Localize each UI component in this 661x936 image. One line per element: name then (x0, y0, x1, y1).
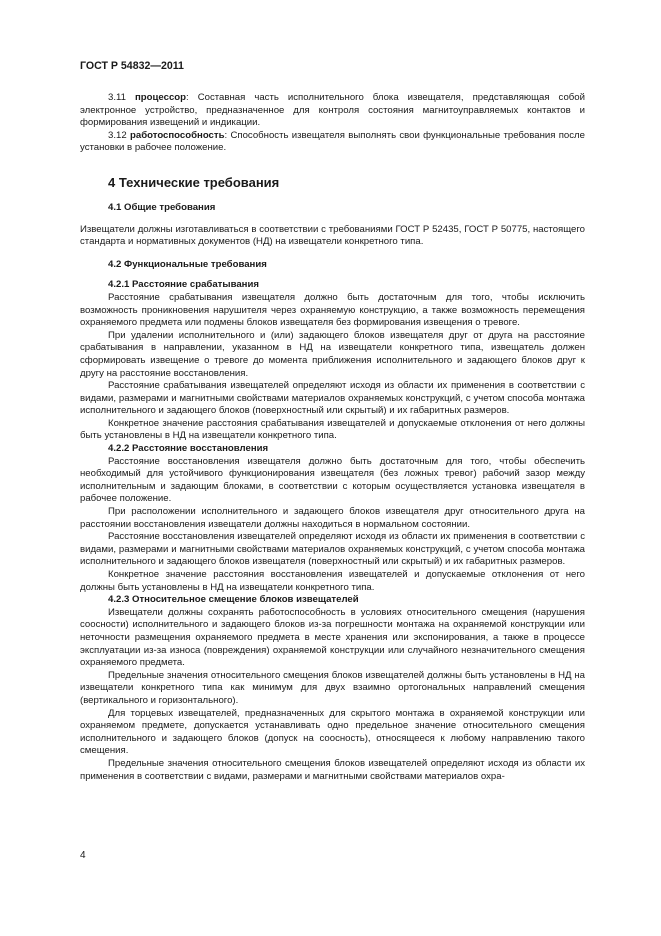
paragraph: Извещатели должны изготавливаться в соответствии с требованиями ГОСТ Р 52435, ГОСТ Р 50775, настоящего стандарта и нормативных документов (НД) на извещатели конкретного типа. (80, 223, 585, 248)
paragraph: Конкретное значение расстояния восстановления извещателей и допускаемые отклонения от него должны быть установлены в НД на извещатели конкретного типа. (80, 569, 585, 593)
definition-term: процессор (135, 92, 187, 103)
section-4-2-2-heading: 4.2.2 Расстояние восстановления (108, 443, 269, 455)
definition-term: работоспособность (130, 129, 225, 141)
paragraph: Извещатели должны сохранять работоспособность в условиях относительного смещения (нарушения соосности) исполнительного и задающего блоков из-за погрешности монтажа на охраняемой конструкции или неточности размещения охраняемого предмета в месте хранения или экспонирования, а также в процессе эксплуатации из-за износа (повреждения) охраняемой конструкции или случайного незначительного смещения охраняемого предмета. (80, 606, 585, 669)
definition-3-12 (80, 130, 585, 155)
definition-text: : Составная часть исполнительного блока извещателя, представляющая собой электронное устройство, предназначенное для контроля состояния магнитоуправляемых контактов и формирования извещений и индикации. (80, 92, 585, 129)
section-4-2-heading: 4.2 Функциональные требования (108, 258, 267, 270)
page-number: 4 (80, 850, 86, 861)
section-4-1-heading: 4.1 Общие требования (108, 201, 216, 213)
definition-text: : Способность извещателя выполнять свои функциональные требования после установки в рабочее положение. (80, 129, 585, 154)
paragraph: Для торцевых извещателей, предназначенных для скрытого монтажа в охраняемой конструкции или охраняемом предмете, допускается устанавливать одно предельное значение относительного смещения исполнительного и задающего блоков (допуск на соосность), относящееся к любому направлению такого смещения. (80, 707, 585, 757)
paragraph: Расстояние срабатывания извещателей определяют исходя из области их применения в соответствии с видами, размерами и магнитными свойствами материалов охраняемых конструкций, с учетом способа монтажа исполнительного и задающего блоков (поверхностный или скрытый) и их габаритных размеров. (80, 380, 585, 417)
definition-3-11 (80, 92, 585, 130)
definition-number: 3.12 (108, 129, 127, 141)
paragraph: Предельные значения относительного смещения блоков извещателей должны быть установлены в НД на извещатели конкретного типа как минимум для двух взаимно ортогональных направлений смещения (вертикального и горизонтального). (80, 669, 585, 706)
paragraph: Расстояние восстановления извещателя должно быть достаточным для того, чтобы обеспечить необходимый для устойчивого функционирования извещателя (без ложных тревог) рабочий зазор между исполнительным и задающим блоками, в соответствии с которым осуществляется установка извещателя в рабочее положение. (80, 455, 585, 505)
definition-number: 3.11 (108, 92, 126, 103)
standard-header: ГОСТ Р 54832—2011 (80, 60, 184, 72)
paragraph: При расположении исполнительного и задающего блоков извещателя друг относительного друга на расстоянии восстановления извещатели должны находиться в нормальном состоянии. (80, 506, 585, 530)
page-content (80, 92, 585, 783)
section-4-heading: 4 Технические требования (108, 174, 280, 190)
section-4-2-3-heading: 4.2.3 Относительное смещение блоков извещателей (108, 594, 359, 606)
paragraph: При удалении исполнительного и (или) задающего блоков извещателя друг от друга на расстояние срабатывания в направлении, указанном в НД на извещатели конкретного типа, извещатель должен сформировать извещение о тревоге до момента приближения исполнительного и задающего блоков друг к другу на расстояние восстановления. (80, 329, 585, 379)
paragraph: Предельные значения относительного смещения блоков извещателей определяют исходя из области их применения в соответствии с видами, размерами и магнитными свойствами материалов охра- (80, 757, 585, 782)
paragraph: Расстояние срабатывания извещателя должно быть достаточным для того, чтобы исключить возможность проникновения нарушителя через охраняемую конструкцию, а также возможность перемещения охраняемого предмета или подмены блоков извещателя без формирования извещения о тревоге. (80, 291, 585, 329)
paragraph: Конкретное значение расстояния срабатывания извещателей и допускаемые отклонения от него должны быть установлены в НД на извещатели конкретного типа. (80, 417, 585, 442)
paragraph: Расстояние восстановления извещателей определяют исходя из области их применения в соответствии с видами, размерами и магнитными свойствами материалов охраняемых конструкций, с учетом способа монтажа исполнительного и задающего блоков извещателя (поверхностный или скрытый) и их габаритных размеров. (80, 531, 585, 568)
section-4-2-1-heading: 4.2.1 Расстояние срабатывания (108, 279, 259, 291)
